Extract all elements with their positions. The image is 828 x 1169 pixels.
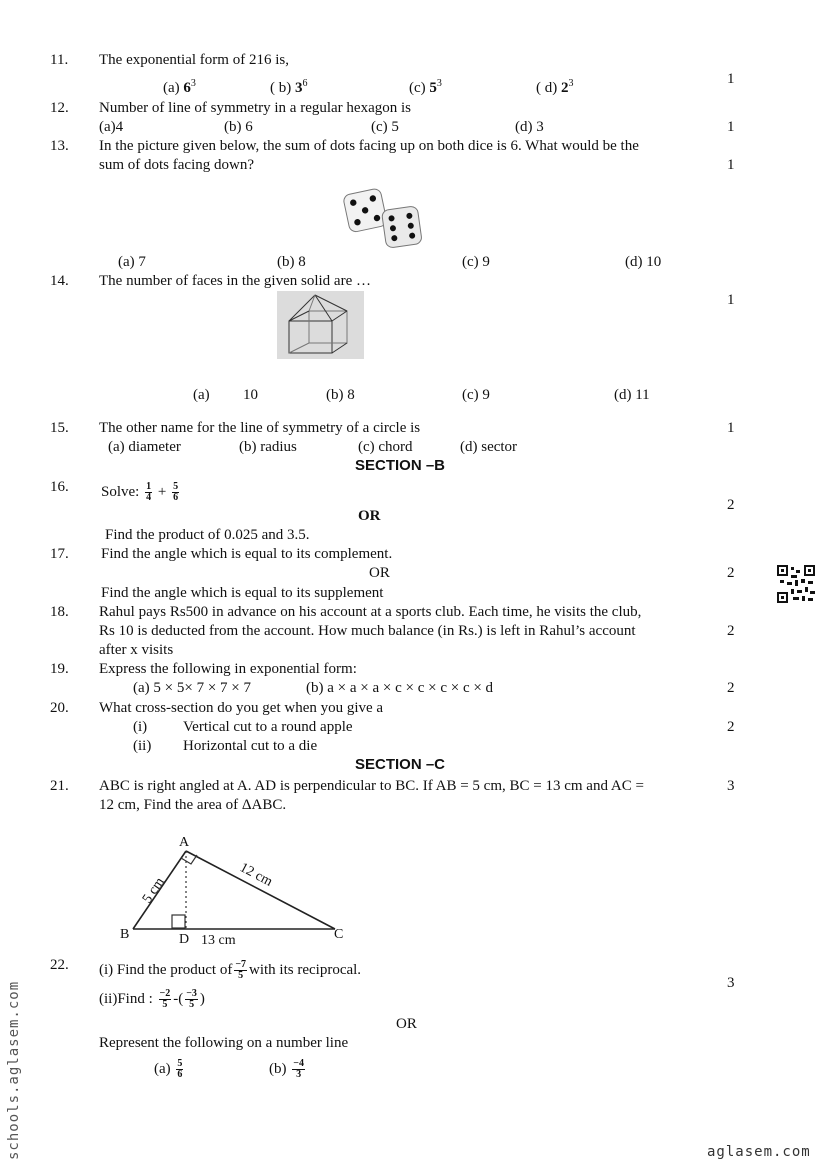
q12-option-d: (d) 3 [515,119,544,135]
q20-text: What cross-section do you get when you give a [99,700,384,716]
side-ac-label: 12 cm [237,860,275,890]
q17-marks: 2 [727,565,735,581]
q22-alternative: Represent the following on a number line [99,1035,349,1051]
q16-alternative: Find the product of 0.025 and 3.5. [105,527,310,543]
q14-option-d: (d) 11 [614,387,650,403]
q14-text: The number of faces in the given solid are … [99,273,371,289]
q13-marks: 1 [727,157,735,173]
q20-part-ii-label: (ii) [133,738,152,754]
q19-part-b: (b) a × a × a × c × c × c × c × d [306,680,494,696]
point-d-label: D [179,932,190,947]
q13-option-a: (a) 7 [118,254,146,270]
q14-option-b: (b) 8 [326,387,355,403]
q16-expression: Solve: $\frac{1}{4}$ + $\frac{5}{6}$ [101,481,179,504]
q15-text: The other name for the line of symmetry of a circle is [99,420,421,436]
q21-text-line1: ABC is right angled at A. AD is perpendicular to BC. If AB = 5 cm, BC = 13 cm and AC = [99,778,644,794]
q18-text-line2: Rs 10 is deducted from the account. How much balance (in Rs.) is left in Rahul’s account [99,623,636,639]
q15-option-d: (d) sector [460,439,518,455]
vertex-c-label: C [334,927,344,942]
q15-number: 15. [50,420,69,436]
q19-number: 19. [50,661,69,677]
q20-marks: 2 [727,719,735,735]
q22-alt-part-a: (a) $\frac{5}{6}$ [154,1058,183,1081]
q11-text: The exponential form of 216 is, [99,52,289,68]
q18-marks: 2 [727,623,735,639]
q17-or: OR [369,565,390,581]
q11-option-d: ( d) $2^3$ [536,78,574,96]
q13-text-line1: In the picture given below, the sum of dots facing up on both dice is 6. What would be the [99,138,639,154]
q16-number: 16. [50,479,69,495]
q21-marks: 3 [727,778,735,794]
q19-text: Express the following in exponential form: [99,661,357,677]
dice-image [340,182,424,256]
q13-text-line2: sum of dots facing down? [99,157,254,173]
side-bc-label: 13 cm [201,933,236,948]
q12-number: 12. [50,100,69,116]
q16-marks: 2 [727,497,735,513]
vertex-a-label: A [179,835,190,850]
q16-or: OR [358,508,381,524]
vertical-watermark: schools.aglasem.com [6,980,22,1160]
q22-marks: 3 [727,975,735,991]
q11-option-b: ( b) $3^6$ [270,78,308,96]
q17-number: 17. [50,546,69,562]
vertex-b-label: B [120,927,130,942]
q18-text-line3: after x visits [99,642,174,658]
q13-number: 13. [50,138,69,154]
q14-number: 14. [50,273,69,289]
q13-option-c: (c) 9 [462,254,490,270]
q11-option-c: (c) $5^3$ [409,78,442,96]
q19-part-a: (a) 5 × 5× 7 × 7 × 7 [133,680,251,696]
solid-figure [277,291,364,359]
q18-number: 18. [50,604,69,620]
q11-number: 11. [50,52,69,68]
q11-marks: 1 [727,71,735,87]
q15-option-c: (c) chord [358,439,413,455]
q17-text: Find the angle which is equal to its complement. [101,546,393,562]
q14-option-a-label: (a) [193,387,210,403]
q20-part-i-label: (i) [133,719,148,735]
q22-number: 22. [50,957,69,973]
q22-part-i: (i) Find the product of $\frac{-7}{5}$ with its reciprocal. [99,959,362,982]
side-ab-label: 5 cm [139,874,168,907]
q14-option-a-value: 10 [243,387,258,403]
q12-marks: 1 [727,119,735,135]
q14-marks: 1 [727,292,735,308]
q15-marks: 1 [727,420,735,436]
q22-or: OR [396,1016,417,1032]
q12-text: Number of line of symmetry in a regular hexagon is [99,100,411,116]
section-b-heading: SECTION –B [355,457,446,474]
q21-text-line2: 12 cm, Find the area of ΔABC. [99,797,287,813]
q19-marks: 2 [727,680,735,696]
q17-alternative: Find the angle which is equal to its supplement [101,585,384,601]
qr-code [777,565,815,603]
q18-text-line1: Rahul pays Rs500 in advance on his account at a sports club. Each time, he visits the club, [99,604,642,620]
q20-number: 20. [50,700,69,716]
q20-part-ii-text: Horizontal cut to a die [183,738,318,754]
q15-option-a: (a) diameter [108,439,181,455]
q22-alt-part-b: (b) $\frac{-4}{3}$ [269,1058,304,1081]
q12-option-c: (c) 5 [371,119,399,135]
q12-option-a: (a)4 [99,119,124,135]
q11-option-a: (a) $6^3$ [163,78,196,96]
q21-number: 21. [50,778,69,794]
q12-option-b: (b) 6 [224,119,253,135]
q20-part-i-text: Vertical cut to a round apple [183,719,353,735]
q13-option-d: (d) 10 [625,254,662,270]
q22-part-ii: (ii)Find : $\frac{-2}{5}$ -( $\frac{-3}{5}$ ) [99,988,205,1011]
triangle-figure [115,828,375,950]
q13-option-b: (b) 8 [277,254,306,270]
q14-option-c: (c) 9 [462,387,490,403]
footer-site: aglasem.com [707,1144,811,1160]
q15-option-b: (b) radius [239,439,297,455]
section-c-heading: SECTION –C [355,756,446,773]
